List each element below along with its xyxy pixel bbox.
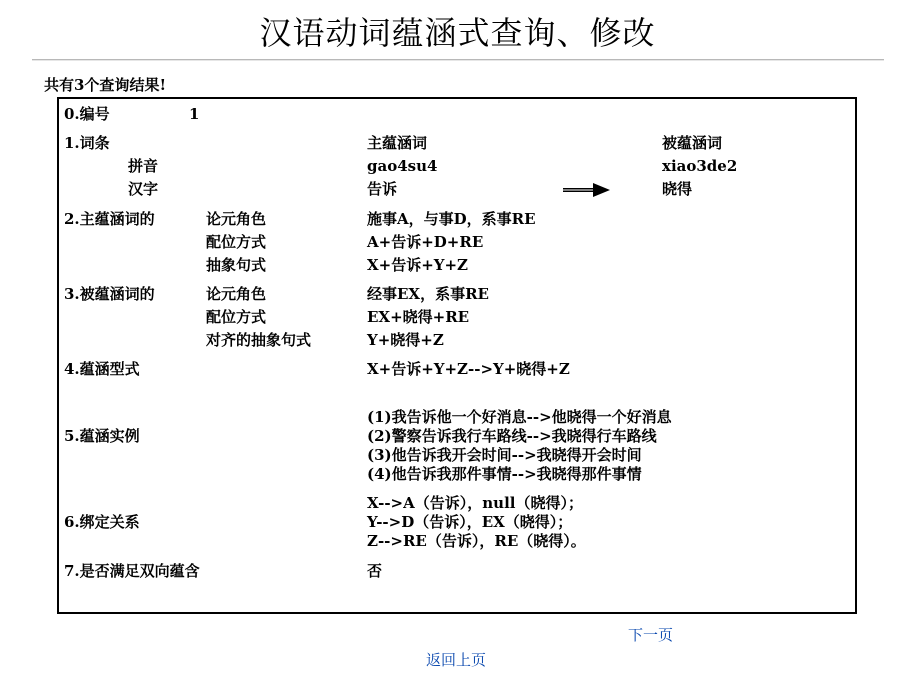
- result-count: 共有3个查询结果!: [44, 76, 167, 94]
- id-label: 0.编号: [64, 105, 110, 123]
- implied-abstract-value: Y+晓得+Z: [367, 331, 444, 349]
- binding-item: X-->A（告诉），null（晓得）；: [367, 494, 583, 512]
- right-arrow-icon: [563, 181, 611, 199]
- main-pattern-value: A+告诉+D+RE: [367, 233, 484, 251]
- entry-label: 1.词条: [64, 134, 110, 152]
- implied-abstract-label: 对齐的抽象句式: [206, 331, 312, 349]
- main-verb-section-label: 2.主蕴涵词的: [64, 210, 155, 228]
- implied-pinyin: xiao3de2: [662, 157, 738, 175]
- main-roles-value: 施事A，与事D，系事RE: [367, 210, 536, 228]
- example-item: (4)他告诉我那件事情-->我晓得那件事情: [367, 465, 642, 483]
- bidirectional-label: 7.是否满足双向蕴含: [64, 562, 200, 580]
- example-item: (1)我告诉他一个好消息-->他晓得一个好消息: [367, 408, 672, 426]
- main-abstract-label: 抽象句式: [206, 256, 267, 274]
- id-value: 1: [189, 105, 200, 123]
- main-abstract-value: X+告诉+Y+Z: [367, 256, 469, 274]
- pinyin-label: 拼音: [128, 157, 159, 175]
- example-item: (3)他告诉我开会时间-->我晓得开会时间: [367, 446, 642, 464]
- binding-item: Z-->RE（告诉），RE（晓得）。: [367, 532, 586, 550]
- example-item: (2)警察告诉我行车路线-->我晓得行车路线: [367, 427, 657, 445]
- implied-roles-value: 经事EX，系事RE: [367, 285, 489, 303]
- binding-item: Y-->D（告诉），EX（晓得）；: [367, 513, 573, 531]
- back-link[interactable]: 返回上页: [426, 651, 487, 669]
- bidirectional-value: 否: [367, 562, 383, 580]
- title-divider: [32, 59, 884, 61]
- examples-label: 5.蕴涵实例: [64, 427, 140, 445]
- next-page-link[interactable]: 下一页: [628, 626, 674, 644]
- binding-label: 6.绑定关系: [64, 513, 140, 531]
- implied-pattern-label: 配位方式: [206, 308, 267, 326]
- main-verb-header: 主蕴涵词: [367, 134, 428, 152]
- main-pinyin: gao4su4: [367, 157, 438, 175]
- implied-roles-label: 论元角色: [206, 285, 267, 303]
- implication-form-value: X+告诉+Y+Z-->Y+晓得+Z: [367, 360, 570, 378]
- implication-form-label: 4.蕴涵型式: [64, 360, 140, 378]
- implied-verb-header: 被蕴涵词: [662, 134, 723, 152]
- implied-hanzi: 晓得: [662, 180, 693, 198]
- main-roles-label: 论元角色: [206, 210, 267, 228]
- main-pattern-label: 配位方式: [206, 233, 267, 251]
- implied-pattern-value: EX+晓得+RE: [367, 308, 470, 326]
- page-title: 汉语动词蕴涵式查询、修改: [259, 14, 656, 52]
- main-hanzi: 告诉: [367, 180, 398, 198]
- hanzi-label: 汉字: [128, 180, 159, 198]
- implied-verb-section-label: 3.被蕴涵词的: [64, 285, 155, 303]
